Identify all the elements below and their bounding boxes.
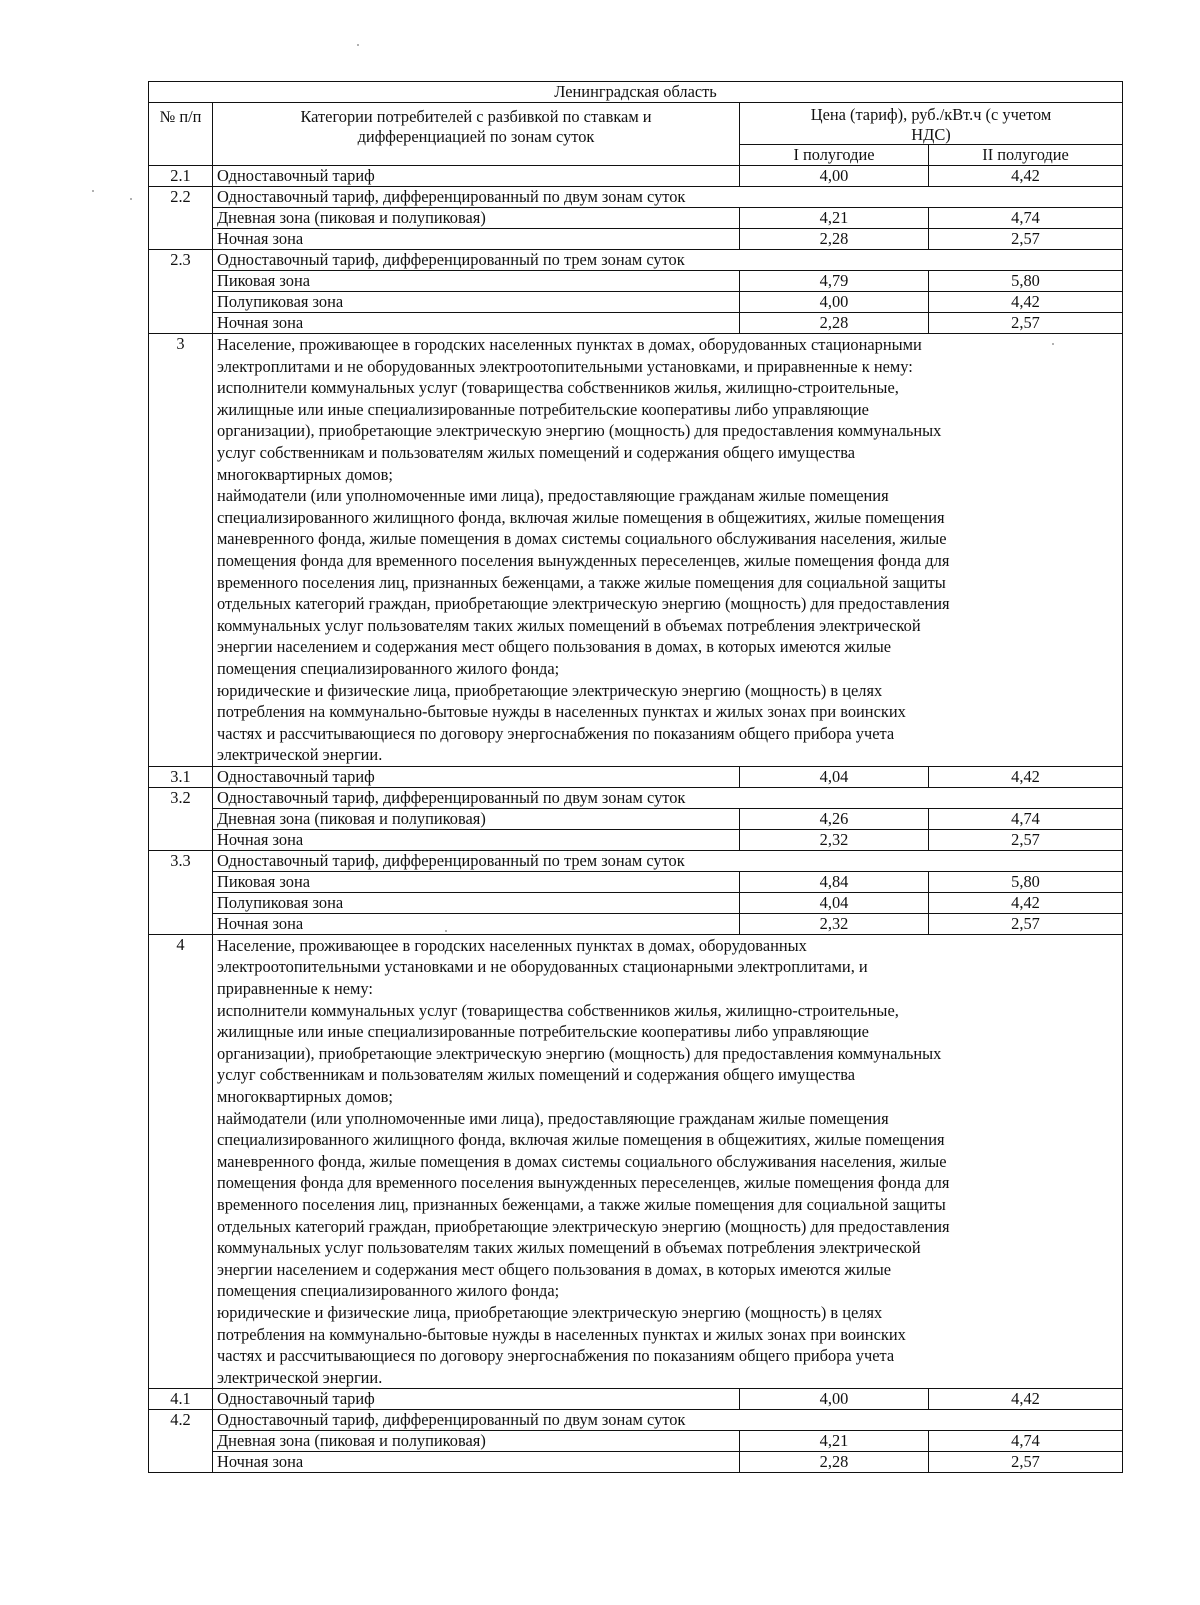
header-row (149, 103, 1123, 145)
table-row (149, 292, 1123, 313)
description-line: Население, проживающее в городских населенных пунктах в домах, оборудованных (217, 935, 807, 955)
table-row (149, 229, 1123, 250)
section-description-row (149, 934, 1123, 1388)
description-line: юридические и физические лица, приобретающие электрическую энергию (мощность) в целях (217, 680, 883, 700)
description-line: многоквартирных домов; (217, 464, 393, 484)
price-h1: 4,26 (740, 808, 929, 829)
tariff-document (148, 81, 1122, 1473)
row-number: 2.3 (149, 250, 213, 334)
description-line: исполнители коммунальных услуг (товарищества собственников жилья, жилищно-строительные, (217, 378, 899, 398)
description-line: энергии населением и содержания мест общего пользования в домах, в которых имеются жилые (217, 1259, 892, 1279)
description-line: электроотопительными установками и не оборудованных стационарными электроплитами, и (217, 957, 868, 977)
header-category: Категории потребителей с разбивкой по ставкам и дифференциацией по зонам суток (213, 103, 740, 166)
table-row (149, 766, 1123, 787)
row-label: Одноставочный тариф, дифференцированный по трем зонам суток (213, 850, 1123, 871)
table-row (149, 187, 1123, 208)
row-number: 3 (149, 334, 213, 767)
price-h2: 4,74 (929, 208, 1123, 229)
price-h1: 2,32 (740, 829, 929, 850)
table-row (149, 892, 1123, 913)
description-line: услуг собственникам и пользователям жилых помещений и содержания общего имущества (217, 1065, 856, 1085)
description-line: электрической энергии. (217, 1367, 383, 1387)
description-line: отдельных категорий граждан, приобретающие электрическую энергию (мощность) для предоставления (217, 1216, 950, 1236)
row-label: Одноставочный тариф, дифференцированный по трем зонам суток (213, 250, 1123, 271)
price-h2: 4,42 (929, 892, 1123, 913)
row-label: Полупиковая зона (213, 892, 740, 913)
row-label: Полупиковая зона (213, 292, 740, 313)
header-price: Цена (тариф), руб./кВт.ч (с учетом НДС) (740, 103, 1123, 145)
description-line: специализированного жилищного фонда, включая жилые помещения в общежитиях, жилые помещения (217, 1130, 945, 1150)
price-h2: 4,42 (929, 1389, 1123, 1410)
row-label: Ночная зона (213, 913, 740, 934)
tariff-table (148, 81, 1123, 1473)
description-line: Население, проживающее в городских населенных пунктах в домах, оборудованных стационарными (217, 335, 922, 354)
row-number: 3.2 (149, 787, 213, 850)
price-h1: 4,00 (740, 1389, 929, 1410)
description-line: исполнители коммунальных услуг (товарищества собственников жилья, жилищно-строительные, (217, 1000, 899, 1020)
price-h2: 4,42 (929, 292, 1123, 313)
price-h1: 2,32 (740, 913, 929, 934)
description-line: наймодатели (или уполномоченные ими лица), предоставляющие гражданам жилые помещения (217, 486, 889, 506)
header-half-1: I полугодие (740, 145, 929, 166)
description-line: временного поселения лиц, признанных беженцами, а также жилые помещения для социальной защиты (217, 572, 946, 592)
description-line: частях и рассчитывающиеся по договору энергоснабжения по показаниям общего прибора учета (217, 723, 895, 743)
table-row (149, 1410, 1123, 1431)
price-h1: 4,21 (740, 208, 929, 229)
description-line: отдельных категорий граждан, приобретающие электрическую энергию (мощность) для предоставления (217, 594, 950, 614)
price-h2: 2,57 (929, 1452, 1123, 1473)
section-3-description (213, 334, 1123, 767)
description-line: помещения специализированного жилого фонда; (217, 1281, 560, 1301)
description-line: услуг собственникам и пользователям жилых помещений и содержания общего имущества (217, 442, 856, 462)
description-line: помещения фонда для временного поселения вынужденных переселенцев, жилые помещения фонда для (217, 1173, 950, 1193)
row-label: Дневная зона (пиковая и полупиковая) (213, 1431, 740, 1452)
price-h2: 4,74 (929, 808, 1123, 829)
description-line: помещения специализированного жилого фонда; (217, 658, 560, 678)
row-number: 4 (149, 934, 213, 1388)
row-number: 2.2 (149, 187, 213, 250)
description-line: электрической энергии. (217, 745, 383, 765)
description-line: помещения фонда для временного поселения вынужденных переселенцев, жилые помещения фонда для (217, 550, 950, 570)
table-row (149, 1431, 1123, 1452)
description-line: многоквартирных домов; (217, 1087, 393, 1107)
region-row (149, 82, 1123, 103)
price-h2: 4,42 (929, 766, 1123, 787)
price-h1: 4,21 (740, 1431, 929, 1452)
header-half-2: II полугодие (929, 145, 1123, 166)
price-h1: 4,04 (740, 892, 929, 913)
table-row (149, 313, 1123, 334)
price-h2: 2,57 (929, 229, 1123, 250)
table-row (149, 1389, 1123, 1410)
row-label: Одноставочный тариф (213, 766, 740, 787)
row-label: Пиковая зона (213, 871, 740, 892)
description-line: коммунальных услуг пользователям таких жилых помещений в объемах потребления электрической (217, 615, 921, 635)
price-h1: 4,84 (740, 871, 929, 892)
row-label: Одноставочный тариф, дифференцированный по двум зонам суток (213, 787, 1123, 808)
table-row (149, 166, 1123, 187)
description-line: приравненные к нему: (217, 979, 373, 999)
price-h2: 2,57 (929, 913, 1123, 934)
description-line: маневренного фонда, жилые помещения в домах системы социального обслуживания населения, жилые (217, 1151, 947, 1171)
row-number: 3.1 (149, 766, 213, 787)
table-row (149, 850, 1123, 871)
description-line: коммунальных услуг пользователям таких жилых помещений в объемах потребления электрической (217, 1238, 921, 1258)
table-row (149, 271, 1123, 292)
row-number: 4.1 (149, 1389, 213, 1410)
description-line: маневренного фонда, жилые помещения в домах системы социального обслуживания населения, жилые (217, 529, 947, 549)
description-line: специализированного жилищного фонда, включая жилые помещения в общежитиях, жилые помещения (217, 507, 945, 527)
table-row (149, 871, 1123, 892)
price-h2: 2,57 (929, 829, 1123, 850)
section-description-row (149, 334, 1123, 767)
row-label: Дневная зона (пиковая и полупиковая) (213, 208, 740, 229)
price-h1: 2,28 (740, 313, 929, 334)
price-h1: 2,28 (740, 1452, 929, 1473)
description-line: потребления на коммунально-бытовые нужды в населенных пунктах и жилых зонах при воинских (217, 702, 906, 722)
row-label: Пиковая зона (213, 271, 740, 292)
description-line: жилищные или иные специализированные потребительские кооперативы либо управляющие (217, 1022, 869, 1042)
price-h1: 4,79 (740, 271, 929, 292)
description-line: организации), приобретающие электрическую энергию (мощность) для предоставления коммунальных (217, 421, 942, 441)
table-row (149, 808, 1123, 829)
row-label: Одноставочный тариф, дифференцированный по двум зонам суток (213, 1410, 1123, 1431)
description-line: временного поселения лиц, признанных беженцами, а также жилые помещения для социальной защиты (217, 1195, 946, 1214)
description-line: наймодатели (или уполномоченные ими лица), предоставляющие гражданам жилые помещения (217, 1108, 889, 1128)
row-label: Дневная зона (пиковая и полупиковая) (213, 808, 740, 829)
row-number: 3.3 (149, 850, 213, 934)
row-number: 4.2 (149, 1410, 213, 1473)
table-row (149, 787, 1123, 808)
table-row (149, 829, 1123, 850)
price-h2: 4,42 (929, 166, 1123, 187)
price-h1: 2,28 (740, 229, 929, 250)
description-line: юридические и физические лица, приобретающие электрическую энергию (мощность) в целях (217, 1302, 883, 1322)
description-line: электроплитами и не оборудованных электроотопительными установками, и приравненные к нему: (217, 356, 913, 376)
price-h2: 2,57 (929, 313, 1123, 334)
row-number: 2.1 (149, 166, 213, 187)
row-label: Одноставочный тариф (213, 166, 740, 187)
description-line: жилищные или иные специализированные потребительские кооперативы либо управляющие (217, 399, 869, 419)
price-h1: 4,04 (740, 766, 929, 787)
price-h1: 4,00 (740, 166, 929, 187)
header-num: № п/п (149, 103, 213, 166)
row-label: Одноставочный тариф (213, 1389, 740, 1410)
price-h2: 5,80 (929, 271, 1123, 292)
section-4-description (213, 934, 1123, 1388)
description-line: организации), приобретающие электрическую энергию (мощность) для предоставления коммунальных (217, 1043, 942, 1063)
table-row (149, 913, 1123, 934)
price-h2: 4,74 (929, 1431, 1123, 1452)
row-label: Одноставочный тариф, дифференцированный по двум зонам суток (213, 187, 1123, 208)
price-h1: 4,00 (740, 292, 929, 313)
table-row (149, 1452, 1123, 1473)
description-line: потребления на коммунально-бытовые нужды в населенных пунктах и жилых зонах при воинских (217, 1324, 906, 1344)
row-label: Ночная зона (213, 1452, 740, 1473)
price-h2: 5,80 (929, 871, 1123, 892)
table-row (149, 208, 1123, 229)
description-line: энергии населением и содержания мест общего пользования в домах, в которых имеются жилые (217, 637, 892, 657)
row-label: Ночная зона (213, 229, 740, 250)
table-row (149, 250, 1123, 271)
row-label: Ночная зона (213, 829, 740, 850)
row-label: Ночная зона (213, 313, 740, 334)
description-line: частях и рассчитывающиеся по договору энергоснабжения по показаниям общего прибора учета (217, 1346, 895, 1366)
region-title: Ленинградская область (149, 82, 1123, 103)
